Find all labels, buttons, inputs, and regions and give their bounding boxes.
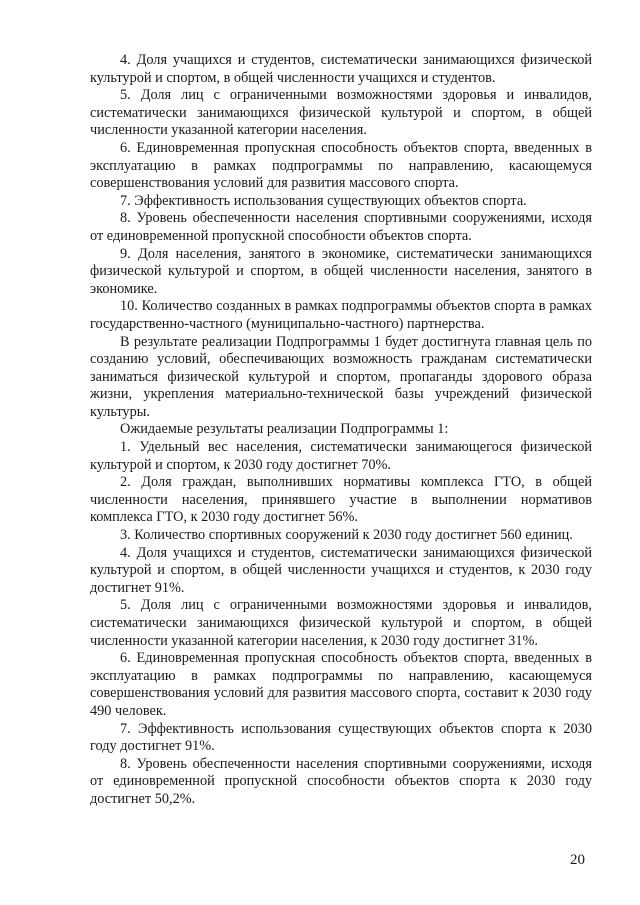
paragraph: 1. Удельный вес населения, систематически занимающегося физической культурой и спортом, к 2030 году достигнет 70%. xyxy=(90,439,592,473)
page-number: 20 xyxy=(570,852,585,868)
paragraph: 6. Единовременная пропускная способность объектов спорта, введенных в эксплуатацию в рамках подпрограммы по направлению, касающемуся совершенствования условий для развития массового спорта, составит к 2030 году 490 человек. xyxy=(90,650,592,719)
document-page xyxy=(90,52,592,809)
paragraph: 2. Доля граждан, выполнивших нормативы комплекса ГТО, в общей численности населения, принявшего участие в выполнении нормативов комплекса ГТО, к 2030 году достигнет 56%. xyxy=(90,474,592,526)
paragraph: 7. Эффективность использования существующих объектов спорта. xyxy=(120,192,527,209)
paragraph: 7. Эффективность использования существующих объектов спорта к 2030 году достигнет 91%. xyxy=(90,720,592,755)
paragraph: 8. Уровень обеспеченности населения спортивными сооружениями, исходя от единовременной пропускной способности объектов спорта к 2030 году достигнет 50,2%. xyxy=(90,755,592,807)
paragraph: 3. Количество спортивных сооружений к 2030 году достигнет 560 единиц. xyxy=(120,527,573,544)
paragraph: 5. Доля лиц с ограниченными возможностями здоровья и инвалидов, систематически занимающихся физической культурой и спортом, в общей численности указанной категории населения. xyxy=(90,87,592,139)
paragraph: 5. Доля лиц с ограниченными возможностями здоровья и инвалидов, систематически занимающихся физической культурой и спортом, в общей численности указанной категории населения, к 2030 году достигнет 31%. xyxy=(90,597,592,649)
paragraph: Ожидаемые результаты реализации Подпрограммы 1: xyxy=(120,421,449,438)
paragraph: 6. Единовременная пропускная способность объектов спорта, введенных в эксплуатацию в рамках подпрограммы по направлению, касающемуся совершенствования условий для развития массового спорта. xyxy=(90,139,592,192)
paragraph: 9. Доля населения, занятого в экономике, систематически занимающихся физической культурой и спортом, в общей численности населения, занятого в экономике. xyxy=(90,245,592,297)
paragraph: 10. Количество созданных в рамках подпрограммы объектов спорта в рамках государственно-частного (муниципально-частного) партнерства. xyxy=(90,298,592,332)
paragraph: 8. Уровень обеспеченности населения спортивными сооружениями, исходя от единовременной пропускной способности объектов спорта. xyxy=(90,210,592,244)
paragraph: 4. Доля учащихся и студентов, систематически занимающихся физической культурой и спортом, в общей численности учащихся и студентов. xyxy=(90,52,592,86)
paragraph: В результате реализации Подпрограммы 1 будет достигнута главная цель по созданию условий, обеспечивающих возможность гражданам систематически заниматься физической культурой и спортом, пропаганды здорового образа жизни, укрепления материально-технической базы учреждений физической культуры. xyxy=(90,333,592,420)
paragraph: 4. Доля учащихся и студентов, систематически занимающихся физической культурой и спортом, в общей численности учащихся и студентов, к 2030 году достигнет 91%. xyxy=(90,544,592,596)
